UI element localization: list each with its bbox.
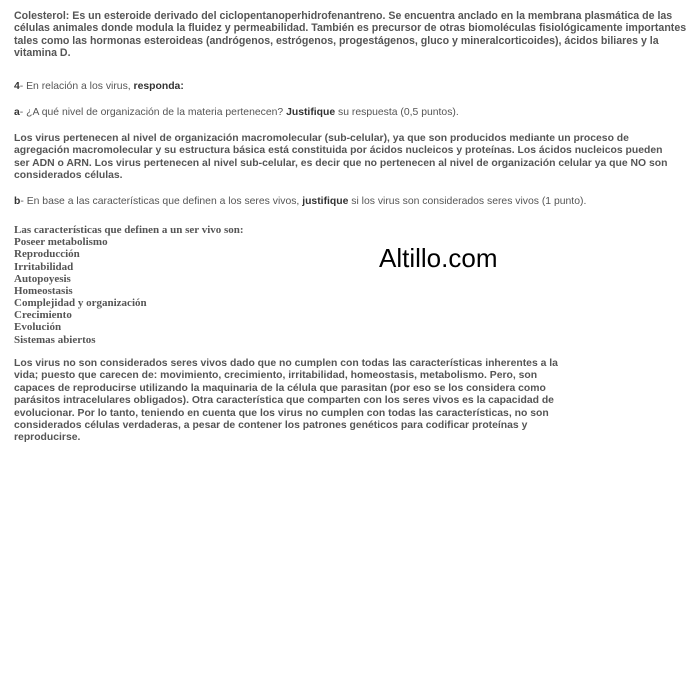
question-b [14,196,586,208]
list-intro: Las características que definen a un ser vivo son: [14,224,244,236]
question-a-letter: a [14,107,20,118]
question-4-bold: responda: [133,81,184,92]
list-item: Reproducción [14,248,80,260]
list-item: Sistemas abiertos [14,334,96,346]
question-4 [14,81,184,93]
question-b-letter: b [14,196,21,207]
list-item: Poseer metabolismo [14,236,108,248]
list-item: Crecimiento [14,309,72,321]
question-4-number: 4 [14,81,20,92]
list-item: Evolución [14,321,62,333]
answer-b-paragraph: Los virus no son considerados seres vivos dado que no cumplen con todas las características inherentes a la vida; puesto que carecen de: movimiento, crecimiento, irritabilidad, homeostasis, metabolismo. Pero, son capaces de reproducirse utilizando la maquinaria de la célula que parasitan (por eso se los considera como parásitos intracelulares obligados). Otra característica que comparten con los seres vivos es la capacidad de evolucionar. Por lo tanto, teniendo en cuenta que los virus no cumplen con todas las características, no son considerados células verdaderas, a pesar de contener los patrones genéticos para codificar proteínas y reproducirse. [14,358,558,444]
question-a-text: - ¿A qué nivel de organización de la materia pertenecen? [19,107,287,118]
question-a [14,107,459,119]
question-4-text: - En relación a los virus, [19,81,134,92]
question-b-text-end: si los virus son considerados seres vivos (1 punto). [348,196,587,207]
list-item: Complejidad y organización [14,297,147,309]
question-b-bold: justifique [302,196,349,207]
question-a-text-end: su respuesta (0,5 puntos). [335,107,459,118]
list-item: Autopoyesis [14,273,71,285]
watermark-logo: Altillo.com [379,243,498,273]
list-item: Homeostasis [14,285,73,297]
question-b-text: - En base a las características que definen a los seres vivos, [20,196,303,207]
paragraph-colesterol: Colesterol: Es un esteroide derivado del ciclopentanoperhidrofenantreno. Se encuentra anclado en la membrana plasmática de las células animales donde modula la fluidez y permeabilidad. También es precursor de otras biomoléculas fisiológicamente importantes tales como las hormonas esteroideas (andrógenos, estrógenos, progestágenos, gluco y mineralcorticoides), ácidos biliares y la vitamina D. [14,10,687,60]
question-a-bold: Justifique [286,107,336,118]
answer-a-paragraph: Los virus pertenecen al nivel de organización macromolecular (sub-celular), ya que son producidos mediante un proceso de agregación macromolecular y su estructura básica está constituida por ácidos nucleicos y proteínas. Los ácidos nucleicos pueden ser ADN o ARN. Los virus pertenecen al nivel sub-celular, es decir que no pertenecen al nivel de organización celular ya que NO son considerados células. [14,133,668,182]
list-item: Irritabilidad [14,261,74,273]
